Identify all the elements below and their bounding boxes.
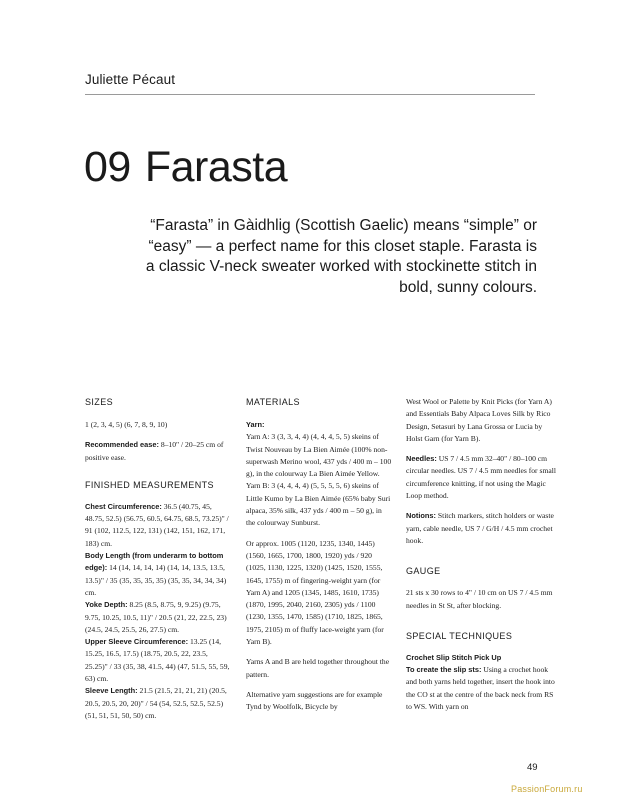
sizes-list: 1 (2, 3, 4, 5) (6, 7, 8, 9, 10): [85, 420, 168, 429]
notions-label: Notions:: [406, 511, 436, 521]
notions-text: Stitch markers, stitch holders or waste yarn, cable needle, US 7 / G/H / 4.5 mm crochet hook.: [406, 511, 554, 545]
column-sizes-measurements: [85, 396, 231, 722]
notions: [406, 510, 556, 547]
measurement-item: [85, 599, 231, 636]
column-materials: [246, 396, 392, 714]
ease-label: Recommended ease:: [85, 440, 159, 450]
measurement-item: [85, 550, 231, 599]
sizes-heading: SIZES: [85, 397, 114, 407]
column-needles-gauge: [406, 396, 556, 713]
crochet-instructions: [406, 664, 556, 713]
special-techniques-heading: SPECIAL TECHNIQUES: [406, 630, 513, 641]
yarn-a: Yarn A: 3 (3, 3, 4, 4) (4, 4, 4, 5, 5) skeins of Twist Nouveau by La Bien Aimée (100% non-superwash Merino wool, 437 yds / 400 m – 100 g), in the colourway La Bien Aimée Yellow.: [246, 432, 392, 479]
needles-label: Needles:: [406, 454, 437, 464]
alternative-yarns: Alternative yarn suggestions are for example Tynd by Woolfolk, Bicycle by: [246, 689, 383, 712]
finished-measurements-heading: FINISHED MEASUREMENTS: [85, 479, 214, 490]
measurement-text: 14 (14, 14, 14, 14) (14, 14, 13.5, 13.5, 13.5)" / 35 (35, 35, 35, 35) (35, 35, 34, 34, 34) cm.: [85, 563, 227, 597]
measurement-item: [85, 685, 231, 722]
crochet-text: Using a crochet hook and both yarns held together, insert the hook into the CO st at the centre of the back neck from RS to WS. With yarn on: [406, 665, 555, 712]
measurement-text: 13.25 (14, 15.25, 16.5, 17.5) (18.75, 20.5, 22, 23.5, 25.25)" / 33 (35, 38, 41.5, 44) (47, 51.5, 55, 59, 63) cm.: [85, 637, 230, 684]
measurement-label: Sleeve Length:: [85, 686, 138, 696]
measurement-item: [85, 636, 231, 685]
header-divider: [85, 94, 535, 95]
crochet-label: To create the slip sts:: [406, 665, 482, 675]
crochet-pickup-heading: Crochet Slip Stitch Pick Up: [406, 652, 502, 662]
recommended-ease: [85, 439, 231, 464]
needles-text: US 7 / 4.5 mm 32–40" / 80–100 cm circular needles. US 7 / 4.5 mm needles for small circumference knitting, if not using the Magic Loop method.: [406, 454, 556, 501]
measurement-text: 21.5 (21.5, 21, 21, 21) (20.5, 20.5, 20.5, 20, 20)" / 54 (54, 52.5, 52.5, 52.5) (51, 51, 51, 50, 50) cm.: [85, 686, 227, 720]
pattern-name: Farasta: [144, 143, 288, 191]
gauge-heading: GAUGE: [406, 566, 441, 577]
measurement-label: Body Length (from underarm to bottom edge):: [85, 551, 224, 573]
pattern-number: 09: [84, 143, 131, 191]
measurement-text: 36.5 (40.75, 45, 48.75, 52.5) (56.75, 60.5, 64.75, 68.5, 73.25)" / 91 (102, 112.5, 122, 131) (142, 151, 162, 171, 183) cm.: [85, 501, 229, 548]
ease-text: 8–10" / 20–25 cm of positive ease.: [85, 440, 224, 462]
page-number: 49: [527, 762, 538, 773]
measurement-item: [85, 501, 231, 550]
alternative-yarns-continued: West Wool or Palette by Knit Picks (for Yarn A) and Essentials Baby Alpaca Loves Silk by Rico Design, Setasuri by Lana Grossa or Lucia by Holst Garn (for Yarn B).: [406, 397, 552, 443]
designer-name: Juliette Pécaut: [85, 72, 176, 87]
yarn-b: Yarn B: 3 (4, 4, 4, 4) (5, 5, 5, 5, 6) skeins of Little Kumo by La Bien Aimée (65% baby Suri alpaca, 35% silk, 437 yds / 400 m – 50 g), in the colourway Sunburst.: [246, 481, 391, 528]
yarn-label: Yarn:: [246, 420, 265, 429]
gauge-text: 21 sts x 30 rows to 4" / 10 cm on US 7 / 4.5 mm needles in St St, after blocking.: [406, 588, 553, 610]
pattern-title: [84, 143, 287, 192]
materials-heading: MATERIALS: [246, 397, 300, 407]
yarns-held-note: Yarns A and B are held together throughout the pattern.: [246, 657, 390, 679]
measurement-label: Chest Circumference:: [85, 501, 162, 511]
needles: [406, 453, 556, 502]
measurement-label: Yoke Depth:: [85, 600, 128, 610]
measurement-text: 8.25 (8.5, 8.75, 9, 9.25) (9.75, 9.75, 10.25, 10.5, 11)" / 20.5 (21, 22, 22.5, 23) (24.5, 24.5, 25.5, 26, 27.5) cm.: [85, 600, 227, 634]
yarn-approx: Or approx. 1005 (1120, 1235, 1340, 1445) (1560, 1665, 1700, 1800, 1920) yds / 920 (1025, 1130, 1225, 1320) (1425, 1520, 1555, 1645, 1755) m of fingering-weight yarn (for Yarn A) and 1205 (1345, 1485, 1610, 1735) (1870, 1995, 2040, 2160, 2305) yds / 1100 (1230, 1355, 1470, 1585) (1710, 1825, 1865, 1975, 2105) m of fluffy lace-weight yarn (for Yarn B).: [246, 538, 384, 647]
site-watermark: PassionForum.ru: [511, 784, 583, 794]
measurement-label: Upper Sleeve Circumference:: [85, 637, 189, 647]
intro-paragraph: “Farasta” in Gàidhlig (Scottish Gaelic) means “simple” or “easy” — a perfect name for this closet staple. Farasta is a classic V-neck sweater worked with stockinette stitch in bold, sunny colours.: [145, 217, 537, 296]
